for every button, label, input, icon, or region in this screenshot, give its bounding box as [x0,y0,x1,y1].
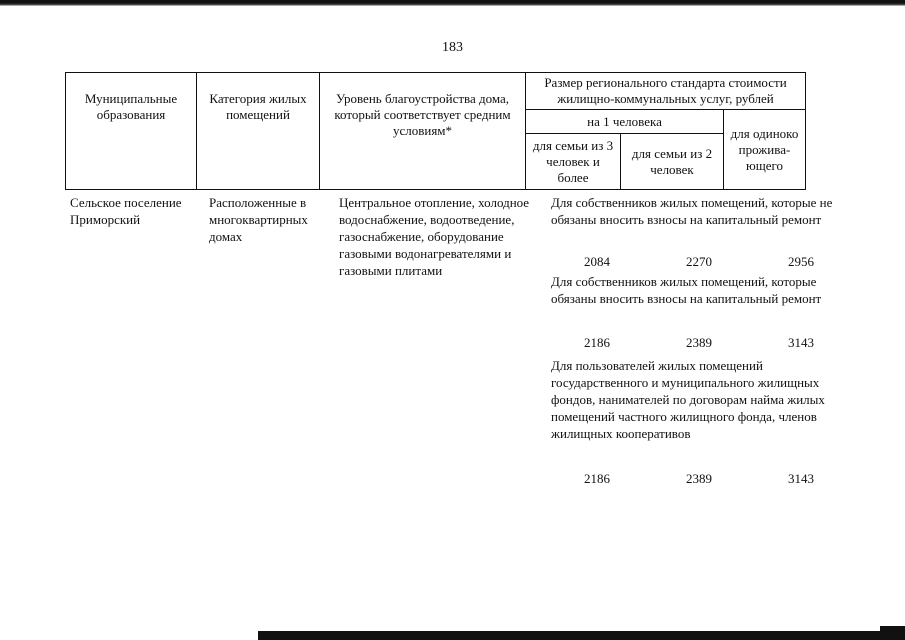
cell-category: Расположенные в многоквартирных домах [209,195,308,244]
header-level: Уровень благоустройства дома, который соответствует средним условиям* [320,73,526,190]
value-group3-single: 3143 [788,471,814,486]
value-group3-family3: 2186 [584,471,610,486]
header-per-person: на 1 человека [526,110,724,134]
cell-level: Центральное отопление, холодное водоснабжение, водоотведение, газоснабжение, оборудование газовыми водонагревателями и газовыми плитами [339,195,530,278]
header-municipality: Муниципальные образования [66,73,197,190]
table-header [65,72,806,190]
header-family-2: для семьи из 2 человек [621,134,724,190]
group-label-2: Для собственников жилых помещений, которые обязаны вносить взносы на капитальный ремонт [551,274,822,306]
page-number: 183 [442,40,463,55]
header-category: Категория жилых помещений [197,73,320,190]
scan-edge-bottom [258,631,905,640]
value-group3-family2: 2389 [686,471,712,486]
cell-municipality: Сельское поселение Приморский [70,195,182,227]
header-single: для одиноко прожива-ющего [724,110,806,190]
scan-edge-top [0,0,905,6]
header-family-3: для семьи из 3 человек и более [526,134,621,190]
group-label-3: Для пользователей жилых помещений государственного и муниципального жилищных фондов, нанимателей по договорам найма жилых помещений частного жилищного фонда, членов жилищных кооперативов [551,358,825,441]
scan-corner-bottom-right [880,626,905,640]
group-label-1: Для собственников жилых помещений, которые не обязаны вносить взносы на капитальный ремонт [551,195,833,227]
header-standard: Размер регионального стандарта стоимости жилищно-коммунальных услуг, рублей [526,73,806,110]
value-group1-single: 2956 [788,254,814,269]
value-group1-family3: 2084 [584,254,610,269]
value-group2-single: 3143 [788,335,814,350]
value-group2-family3: 2186 [584,335,610,350]
value-group2-family2: 2389 [686,335,712,350]
value-group1-family2: 2270 [686,254,712,269]
